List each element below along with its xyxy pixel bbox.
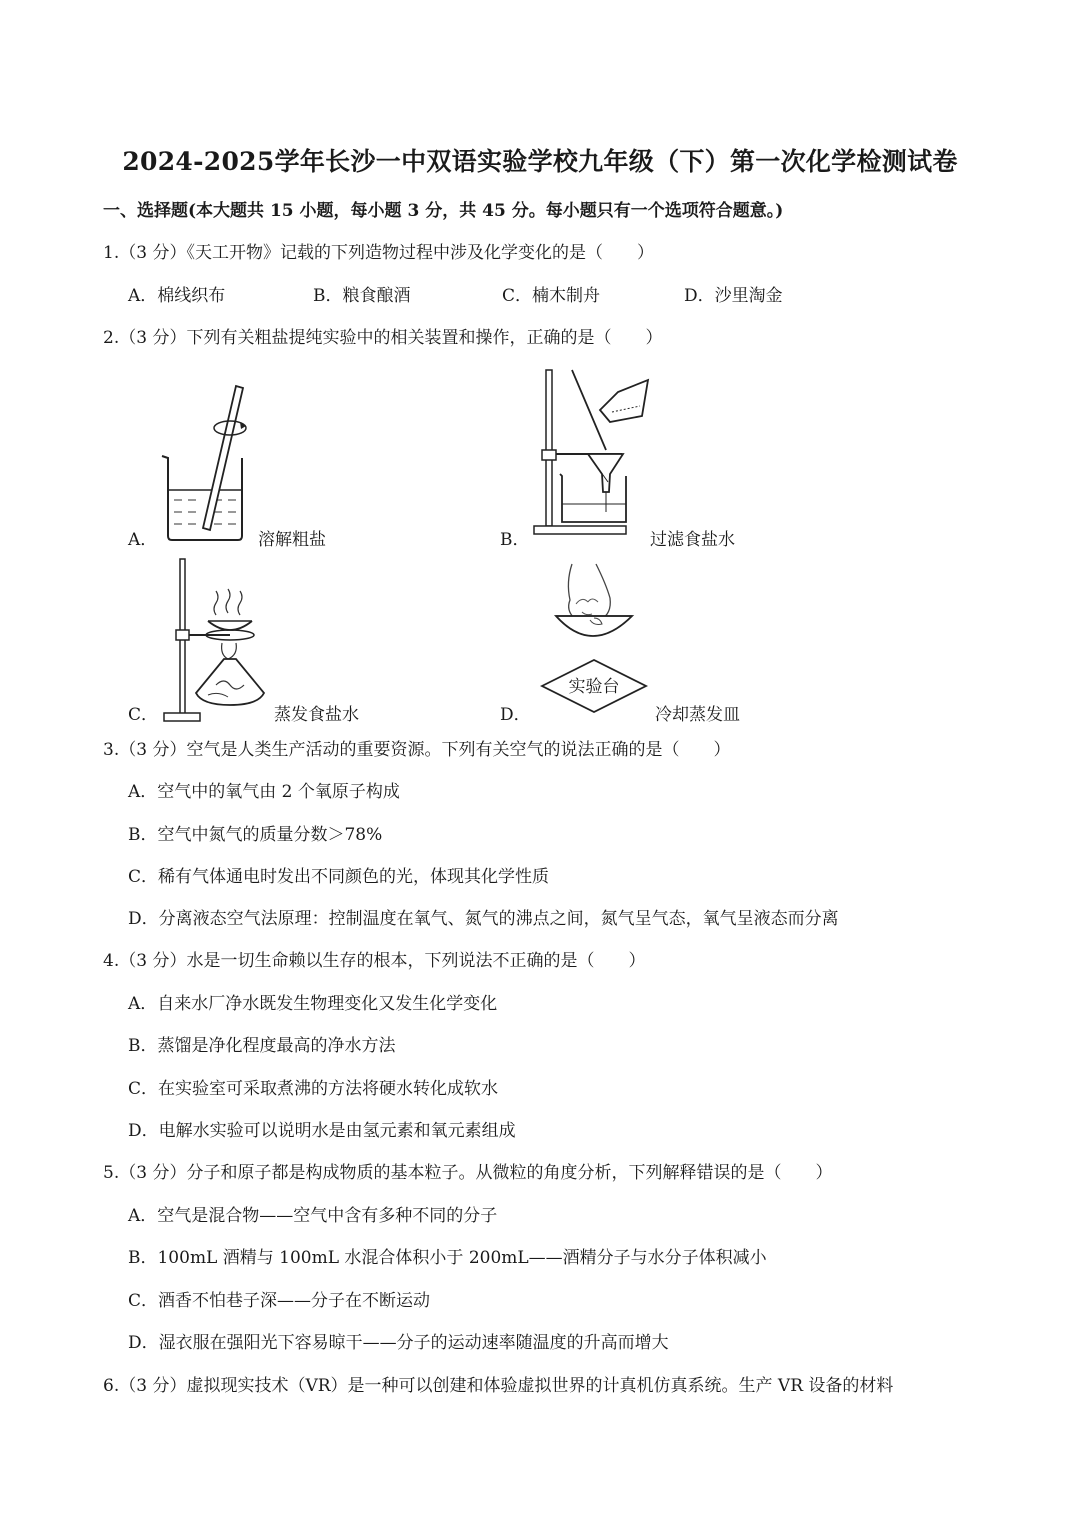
q5-option-c: C．酒香不怕巷子深——分子在不断运动 — [128, 1291, 431, 1311]
q1-option-b: B．粮食酿酒 — [313, 286, 411, 306]
filtration-figure — [530, 366, 680, 546]
question-5-stem: 5.（3 分）分子和原子都是构成物质的基本粒子。从微粒的角度分析，下列解释错误的是（ ） — [103, 1163, 833, 1183]
q2-option-a-caption: 溶解粗盐 — [258, 530, 326, 550]
q5-option-a: A．空气是混合物——空气中含有多种不同的分子 — [128, 1206, 498, 1226]
q3-option-a: A．空气中的氧气由 2 个氧原子构成 — [128, 782, 400, 802]
q1-option-a: A．棉线织布 — [128, 286, 226, 306]
q3-option-b: B．空气中氮气的质量分数＞78% — [128, 825, 383, 845]
evaporation-figure — [158, 555, 278, 725]
question-3-stem: 3.（3 分）空气是人类生产活动的重要资源。下列有关空气的说法正确的是（ ） — [103, 740, 731, 760]
q2-option-c-letter: C． — [128, 705, 159, 725]
question-2-stem: 2.（3 分）下列有关粗盐提纯实验中的相关装置和操作，正确的是（ ） — [103, 328, 663, 348]
cooling-dish-figure — [536, 560, 656, 718]
question-1-stem: 1.（3 分）《天工开物》记载的下列造物过程中涉及化学变化的是（ ） — [103, 243, 654, 263]
q5-option-b: B．100mL 酒精与 100mL 水混合体积小于 200mL——酒精分子与水分子体积减小 — [128, 1248, 767, 1268]
q4-option-b: B．蒸馏是净化程度最高的净水方法 — [128, 1036, 396, 1056]
question-4-stem: 4.（3 分）水是一切生命赖以生存的根本，下列说法不正确的是（ ） — [103, 951, 646, 971]
q4-option-a: A．自来水厂净水既发生物理变化又发生化学变化 — [128, 994, 498, 1014]
exam-title: 2024-2025学年长沙一中双语实验学校九年级（下）第一次化学检测试卷 — [122, 147, 958, 176]
q4-option-c: C．在实验室可采取煮沸的方法将硬水转化成软水 — [128, 1079, 499, 1099]
q2-option-b-letter: B． — [500, 530, 530, 550]
question-6-stem: 6.（3 分）虚拟现实技术（VR）是一种可以创建和体验虚拟世界的计真机仿真系统。生产 VR 设备的材料 — [103, 1376, 894, 1396]
bench-label: 实验台 — [568, 677, 620, 697]
beaker-stirring-figure — [150, 378, 260, 548]
q1-option-d: D．沙里淘金 — [684, 286, 783, 306]
section-heading: 一、选择题(本大题共 15 小题，每小题 3 分，共 45 分。每小题只有一个选项符合题意。) — [103, 201, 784, 221]
q2-option-d-letter: D． — [500, 705, 531, 725]
q2-option-a-letter: A． — [128, 530, 158, 550]
q4-option-d: D．电解水实验可以说明水是由氢元素和氧元素组成 — [128, 1121, 516, 1141]
q2-option-b-caption: 过滤食盐水 — [650, 530, 735, 550]
q2-option-d-caption: 冷却蒸发皿 — [655, 705, 740, 725]
q2-option-c-caption: 蒸发食盐水 — [274, 705, 359, 725]
q1-option-c: C．楠木制舟 — [502, 286, 601, 306]
q3-option-d: D．分离液态空气法原理：控制温度在氧气、氮气的沸点之间，氮气呈气态，氧气呈液态而分离 — [128, 909, 839, 929]
q3-option-c: C．稀有气体通电时发出不同颜色的光，体现其化学性质 — [128, 867, 550, 887]
q5-option-d: D．湿衣服在强阳光下容易晾干——分子的运动速率随温度的升高而增大 — [128, 1333, 669, 1353]
